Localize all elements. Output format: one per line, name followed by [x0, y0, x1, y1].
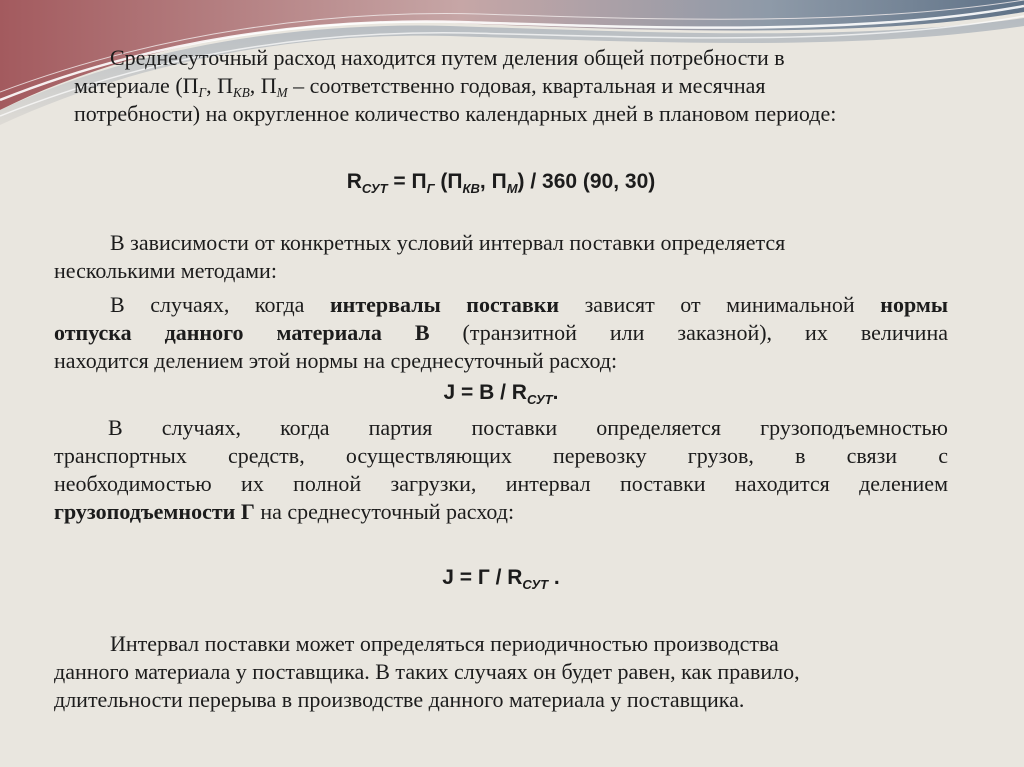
- text-line: длительности перерыва в производстве данного материала у поставщика.: [54, 687, 745, 712]
- text-line: – соответственно годовая, квартальная и месячная: [287, 73, 766, 98]
- formula-subscript: КВ: [462, 181, 480, 196]
- formula-part: (П: [434, 170, 463, 193]
- text-line: транспортных средств, осуществляющих перевозку грузов, в связи с: [54, 443, 948, 468]
- formula-subscript: СУТ: [522, 577, 549, 592]
- text-line: В случаях, когда: [110, 292, 330, 317]
- text-line: В случаях, когда партия поставки определяется грузоподъемностью: [108, 415, 948, 440]
- text-line: находится делением этой нормы на среднесуточный расход:: [54, 348, 618, 373]
- formula-part: .: [548, 566, 560, 589]
- subscript: Г: [198, 85, 207, 100]
- formula-subscript: Г: [426, 181, 435, 196]
- formula-part: , П: [479, 170, 507, 193]
- formula-interval-norm: [54, 381, 948, 405]
- formula-interval-capacity: [54, 566, 948, 590]
- paragraph-daily-consumption: [74, 44, 954, 128]
- formula-subscript: СУТ: [526, 392, 553, 407]
- bold-term: грузоподъемности Г: [54, 499, 255, 524]
- text-line: на среднесуточный расход:: [254, 499, 515, 524]
- text-line: , П: [206, 73, 233, 98]
- text-line: , П: [249, 73, 277, 98]
- paragraph-methods-intro: [54, 229, 948, 285]
- text-line: В зависимости от конкретных условий интервал поставки определяется: [110, 230, 786, 255]
- formula-part: .: [552, 381, 559, 404]
- formula-part: J = Г / R: [442, 566, 523, 589]
- paragraph-min-norm-case: [54, 291, 948, 375]
- bold-term: интервалы поставки: [330, 292, 560, 317]
- formula-part: R: [346, 170, 362, 193]
- text-line: потребности) на округленное количество календарных дней в плановом периоде:: [74, 101, 837, 126]
- paragraph-periodicity-case: [54, 630, 948, 714]
- text-line: (транзитной или заказной), их величина: [429, 320, 948, 345]
- subscript: КВ: [232, 85, 250, 100]
- paragraph-capacity-case: [54, 414, 948, 526]
- text-line: необходимостью их полной загрузки, интервал поставки находится делением: [54, 471, 948, 496]
- formula-part: ) / 360 (90, 30): [517, 170, 656, 193]
- text-line: Среднесуточный расход находится путем деления общей потребности в: [110, 45, 785, 70]
- bold-term: нормы: [880, 292, 949, 317]
- text-line: Интервал поставки может определяться периодичностью производства: [110, 631, 779, 656]
- text-line: материале (П: [74, 73, 199, 98]
- formula-subscript: М: [506, 181, 518, 196]
- formula-subscript: СУТ: [361, 181, 388, 196]
- formula-part: J = B / R: [443, 381, 527, 404]
- subscript: М: [276, 85, 288, 100]
- text-line: несколькими методами:: [54, 258, 277, 283]
- text-line: данного материала у поставщика. В таких случаях он будет равен, как правило,: [54, 659, 800, 684]
- bold-term: отпуска данного материала В: [54, 320, 430, 345]
- formula-part: = П: [387, 170, 427, 193]
- formula-daily-consumption: [54, 170, 948, 194]
- text-line: зависят от минимальной: [559, 292, 881, 317]
